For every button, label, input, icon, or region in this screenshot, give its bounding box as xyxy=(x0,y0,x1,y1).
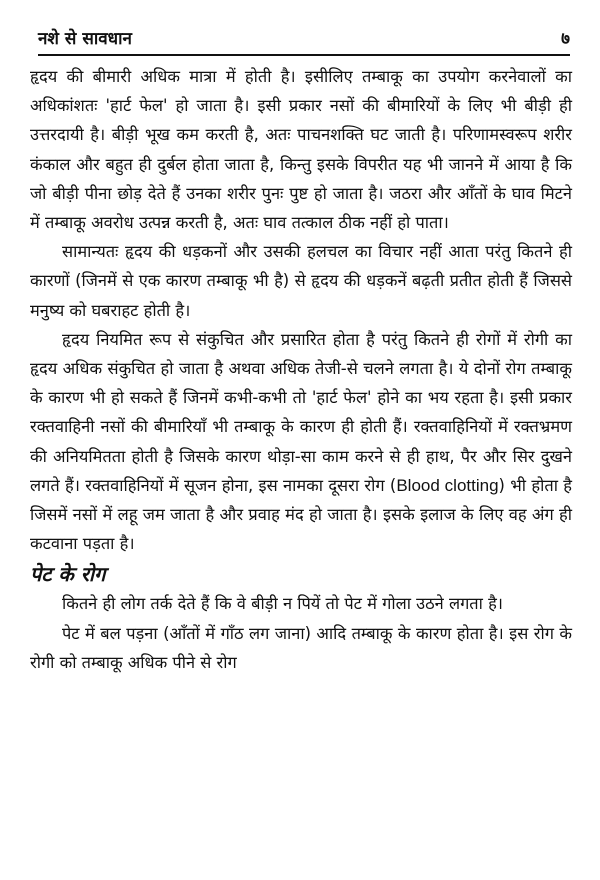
blood-clotting-term: Blood clotting xyxy=(396,475,499,495)
running-title: नशे से सावधान xyxy=(38,29,132,49)
paragraph-blood-vessels-tail: ) भी होता है जिसमें नसों में लहू जम जाता है और प्रवाह मंद हो जाता है। इसके इलाज के लिए वह अंग ही कटवाना पड़ता है। xyxy=(30,475,572,554)
paragraph-heart-disease: हृदय की बीमारी अधिक मात्रा में होती है। इसीलिए तम्बाकू का उपयोग करनेवालों का अधिकांशतः 'हार्ट फेल' हो जाता है। इसी प्रकार नसों की बीमारियों के लिए भी बीड़ी ही उत्तरदायी है। बीड़ी भूख कम करती है, अतः पाचनशक्ति घट जाती है। परिणामस्वरूप शरीर कंकाल और बहुत ही दुर्बल होता जाता है, किन्तु इसके विपरीत यह भी जानने में आया है कि जो बीड़ी पीना छोड़ देते हैं उनका शरीर पुनः पुष्ट हो जाता है। जठरा और आँतों के घाव मिटने में तम्बाकू अवरोध उत्पन्न करती है, अतः घाव तत्काल ठीक नहीं हो पाता। xyxy=(30,67,572,233)
paragraph-stomach-knots: पेट में बल पड़ना (आँतों में गाँठ लग जाना) आदि तम्बाकू के कारण होता है। इस रोग के रोगी को तम्बाकू अधिक पीने से रोग xyxy=(30,623,572,672)
running-header xyxy=(38,28,570,56)
page-body xyxy=(30,62,572,677)
section-heading-stomach-diseases: पेट के रोग xyxy=(30,562,106,587)
paragraph-blood-vessels-text: हृदय नियमित रूप से संकुचित और प्रसारित होता है परंतु कितने ही रोगों में रोगी का हृदय अधिक संकुचित हो जाता है अथवा अधिक तेजी-से चलने लगता है। ये दोनों रोग तम्बाकू के कारण भी हो सकते हैं जिनमें कभी-कभी तो 'हार्ट फेल' होने का भय रहता है। इसी प्रकार रक्तवाहिनी नसों की बीमारियाँ भी तम्बाकू के कारण ही होती हैं। रक्तवाहिनियों में रक्तभ्रमण की अनियमितता होती है जिसके कारण थोड़ा-सा काम करने से ही हाथ, पैर और सिर दुखने लगते हैं। रक्तवाहिनियों में सूजन होना, इस नामका दूसरा रोग ( xyxy=(30,329,572,495)
paragraph-stomach-argument: कितने ही लोग तर्क देते हैं कि वे बीड़ी न पियें तो पेट में गोला उठने लगता है। xyxy=(62,594,504,614)
paragraph-heartbeat: सामान्यतः हृदय की धड़कनों और उसकी हलचल का विचार नहीं आता परंतु कितने ही कारणों (जिनमें से एक कारण तम्बाकू भी है) से हृदय की धड़कनें बढ़ती प्रतीत होती हैं जिससे मनुष्य को घबराहट होती है। xyxy=(30,242,572,320)
paragraph-blood-vessels xyxy=(30,325,572,559)
page-number: ७ xyxy=(561,29,570,49)
